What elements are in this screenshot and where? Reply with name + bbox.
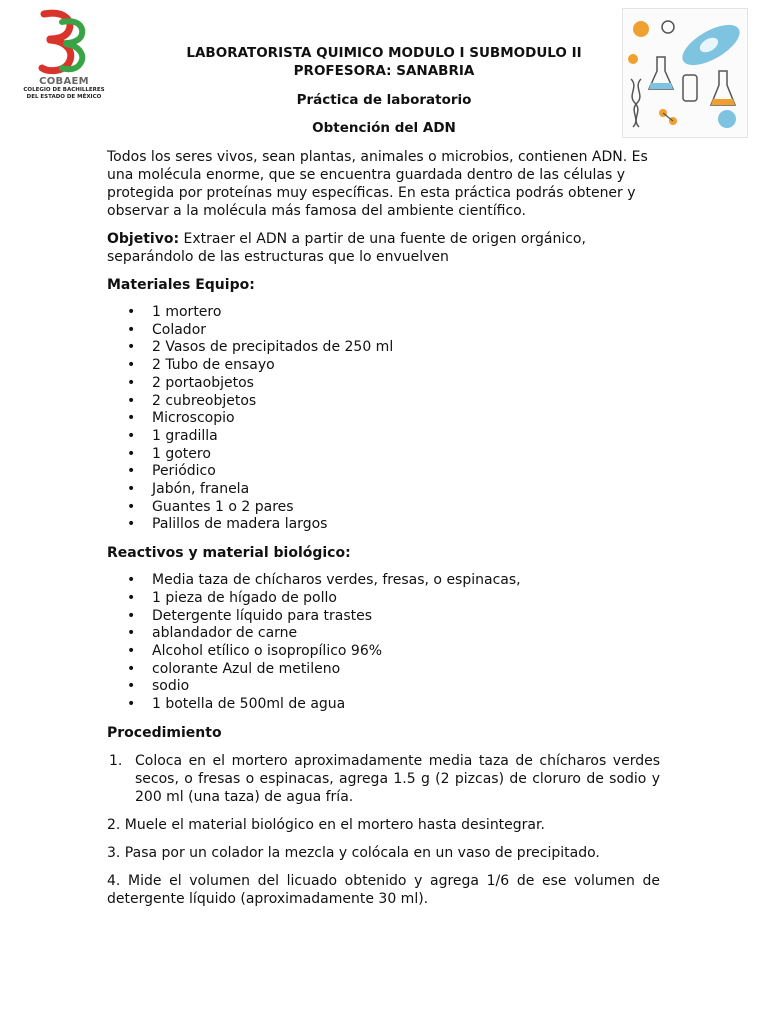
list-item: • Microscopio — [127, 410, 235, 427]
list-item: • 2 cubreobjetos — [127, 392, 257, 409]
list-item: • Palillos de madera largos — [127, 516, 328, 533]
logo-caption — [12, 76, 116, 101]
intro-paragraph: Todos los seres vivos, sean plantas, animales o microbios, contienen ADN. Es una molécula enorme, que se encuentra guardada dentro de las células y protegida por proteínas muy específicas. En esta práctica podrás obtener y observar a la molécula más famosa del ambiente científico. — [107, 149, 648, 219]
materials-heading: Materiales Equipo: — [107, 277, 255, 293]
teacher-name: PROFESORA: SANABRIA — [293, 63, 475, 79]
bullet-icon: • — [127, 589, 136, 606]
procedure-step-3: 3. Pasa por un colador la mezcla y colócala en un vaso de precipitado. — [107, 844, 600, 861]
reagents-list — [107, 572, 660, 714]
list-item: • Detergente líquido para trastes — [127, 607, 373, 624]
list-item: • ablandador de carne — [127, 625, 298, 642]
bullet-icon: • — [127, 498, 136, 515]
list-item: • 1 pieza de hígado de pollo — [127, 589, 337, 606]
practice-title: Obtención del ADN — [312, 120, 456, 136]
bullet-icon: • — [127, 696, 136, 713]
bullet-icon: • — [127, 642, 136, 659]
bullet-icon: • — [127, 445, 136, 462]
list-item: • Periódico — [127, 463, 216, 480]
science-doodle-image — [622, 8, 748, 138]
logo-subtitle-line2: DEL ESTADO DE MÉXICO — [26, 94, 102, 100]
step-number: 1. — [109, 752, 123, 769]
list-item: • Media taza de chícharos verdes, fresas, o espinacas, — [127, 572, 521, 589]
objective-paragraph — [107, 230, 660, 266]
procedure-step-1 — [107, 752, 660, 806]
procedure-step-4: 4. Mide el volumen del licuado obtenido y agrega 1/6 de ese volumen de detergente líquido (aproximadamente 30 ml). — [107, 872, 660, 907]
bullet-icon: • — [127, 516, 136, 533]
bullet-icon: • — [127, 321, 136, 338]
list-item: • 2 Tubo de ensayo — [127, 357, 275, 374]
bullet-icon: • — [127, 304, 136, 320]
reagents-heading: Reactivos y material biológico: — [107, 545, 351, 562]
logo-subtitle-line1: COLEGIO DE BACHILLERES — [23, 87, 105, 93]
list-item: • Colador — [127, 321, 207, 338]
objective-label: Objetivo: — [107, 231, 180, 247]
list-item: • Jabón, franela — [127, 481, 250, 498]
procedure-step-2: 2. Muele el material biológico en el mortero hasta desintegrar. — [107, 816, 545, 833]
list-item: • sodio — [127, 678, 190, 695]
list-item: • 1 gradilla — [127, 427, 218, 444]
bullet-icon: • — [127, 392, 136, 409]
bullet-icon: • — [127, 427, 136, 444]
materials-list — [107, 304, 660, 534]
bullet-icon: • — [127, 625, 136, 642]
list-item: • 2 portaobjetos — [127, 374, 254, 391]
bullet-icon: • — [127, 410, 136, 427]
practice-label: Práctica de laboratorio — [296, 92, 472, 108]
bullet-icon: • — [127, 660, 136, 677]
list-item: • 1 botella de 500ml de agua — [127, 696, 346, 713]
procedure-heading: Procedimiento — [107, 724, 222, 741]
course-title: LABORATORISTA QUIMICO MODULO I SUBMODULO II — [186, 45, 582, 61]
list-item: • 2 Vasos de precipitados de 250 ml — [127, 339, 394, 356]
step-text: Coloca en el mortero aproximadamente media taza de chícharos verdes secos, o fresas o espinacas, agrega 1.5 g (2 pizcas) de cloruro de sodio y 200 ml (una taza) de agua fría. — [135, 752, 660, 805]
list-item: • 1 mortero — [127, 304, 222, 320]
bullet-icon: • — [127, 678, 136, 695]
objective-text: Extraer el ADN a partir de una fuente de origen orgánico, separándolo de las estructuras que lo envuelven — [107, 231, 586, 265]
bullet-icon: • — [127, 572, 136, 589]
logo-name: COBAEM — [39, 76, 89, 87]
bullet-icon: • — [127, 374, 136, 391]
list-item: • colorante Azul de metileno — [127, 660, 341, 677]
bullet-icon: • — [127, 357, 136, 374]
list-item: • 1 gotero — [127, 445, 211, 462]
bullet-icon: • — [127, 463, 136, 480]
list-item: • Guantes 1 o 2 pares — [127, 498, 294, 515]
bullet-icon: • — [127, 481, 136, 498]
document-body — [107, 148, 660, 918]
bullet-icon: • — [127, 607, 136, 624]
list-item: • Alcohol etílico o isopropílico 96% — [127, 642, 383, 659]
bullet-icon: • — [127, 339, 136, 356]
cobaem-logo-mark — [18, 8, 110, 78]
